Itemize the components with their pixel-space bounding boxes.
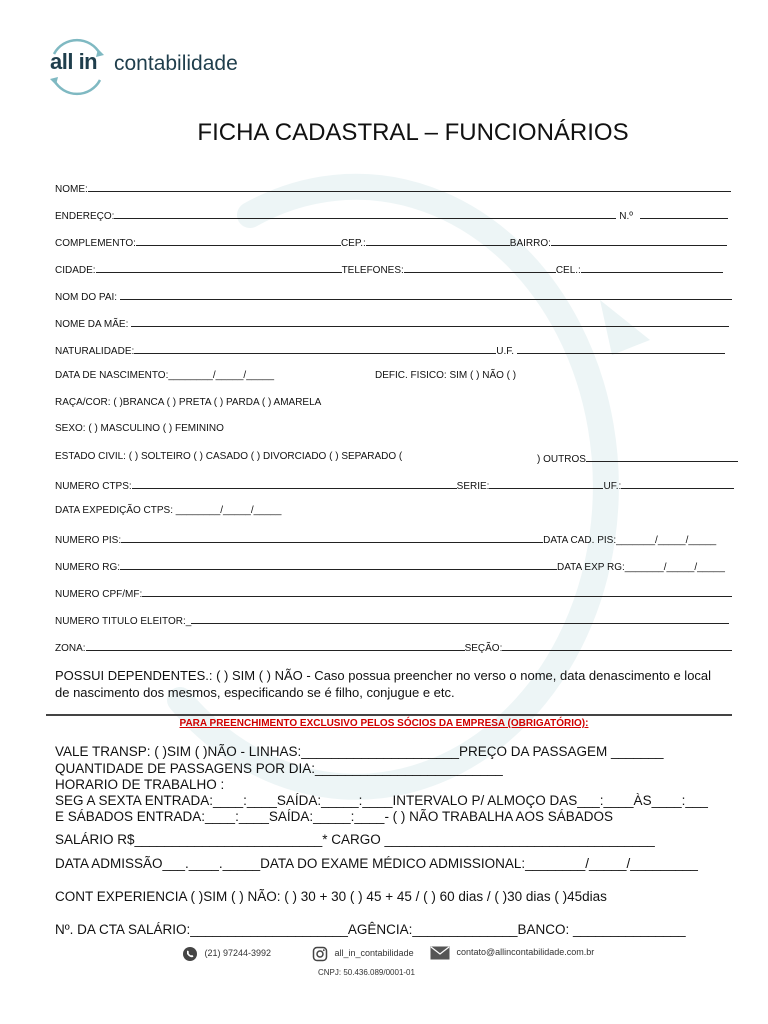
row-sexo (55, 423, 224, 435)
row-complemento (55, 235, 727, 250)
label-nascimento[interactable]: DATA DE NASCIMENTO:________/_____/_____ (55, 370, 275, 381)
row-ctps (55, 478, 734, 493)
row-endereco (55, 208, 728, 223)
field-endereco[interactable] (114, 208, 616, 219)
label-pai: NOM DO PAI: (55, 292, 118, 303)
row-experiencia[interactable]: CONT EXPERIENCIA ( )SIM ( ) NÃO: ( ) 30 + 30 ( ) 45 + 45 / ( ) 60 dias / ( )30 dias ( )45dias (55, 889, 607, 904)
label-estado-civil[interactable]: ESTADO CIVIL: ( ) SOLTEIRO ( ) CASADO ( ) DIVORCIADO ( ) SEPARADO ( (55, 451, 403, 462)
row-horario-trabalho: HORARIO DE TRABALHO : (55, 777, 225, 792)
row-naturalidade (55, 343, 725, 358)
footer-phone (182, 946, 271, 964)
label-rg: NUMERO RG: (55, 562, 120, 573)
row-titulo (55, 613, 729, 628)
label-raca[interactable]: RAÇA/COR: ( )BRANCA ( ) PRETA ( ) PARDA ( ) AMARELA (55, 397, 322, 408)
field-ctps[interactable] (132, 478, 457, 489)
field-cel[interactable] (581, 262, 723, 273)
label-ctps: NUMERO CTPS: (55, 481, 132, 492)
company-logo (46, 36, 276, 94)
field-uf2[interactable] (621, 478, 734, 489)
field-outros[interactable] (586, 451, 738, 462)
label-numero: N.º (619, 211, 633, 222)
field-rg[interactable] (120, 559, 557, 570)
label-exp-rg[interactable]: DATA EXP RG:_______/_____/_____ (557, 562, 725, 573)
label-cel: CEL.: (555, 265, 581, 276)
row-outros (537, 451, 738, 466)
field-bairro[interactable] (551, 235, 727, 246)
instagram-icon (312, 946, 328, 962)
label-zona: ZONA: (55, 643, 86, 654)
section-divider (46, 714, 732, 716)
footer-email (430, 946, 594, 964)
footer-instagram (312, 946, 414, 964)
field-secao[interactable] (502, 640, 732, 651)
row-vale-transp[interactable]: VALE TRANSP: ( )SIM ( )NÃO - LINHAS:_____________________PREÇO DA PASSAGEM _______ (55, 744, 664, 759)
row-pai (55, 289, 732, 304)
label-uf: U.F. (496, 346, 515, 357)
row-zona (55, 640, 732, 655)
row-deficiente (375, 370, 516, 382)
label-sexo[interactable]: SEXO: ( ) MASCULINO ( ) FEMININO (55, 423, 224, 434)
row-mae (55, 316, 729, 331)
row-seg-sexta[interactable]: SEG A SEXTA ENTRADA:____:____SAÍDA:_____:____INTERVALO P/ ALMOÇO DAS___:____ÀS____:___ (55, 793, 708, 808)
field-telefones[interactable] (404, 262, 556, 273)
field-nome[interactable] (88, 181, 731, 192)
whatsapp-icon (182, 946, 198, 962)
label-cpf: NUMERO CPF/MF: (55, 589, 143, 600)
label-mae: NOME DA MÃE: (55, 319, 129, 330)
label-complemento: COMPLEMENTO: (55, 238, 136, 249)
field-pis[interactable] (121, 532, 543, 543)
dependentes-text (55, 667, 715, 701)
row-expedicao-ctps (55, 505, 281, 517)
footer-instagram-text: all_in_contabilidade (334, 948, 414, 959)
email-icon (430, 946, 450, 960)
row-estado-civil (55, 451, 402, 463)
socios-heading: PARA PREENCHIMENTO EXCLUSIVO PELOS SÓCIOS DA EMPRESA (OBRIGATÓRIO): (179, 718, 589, 729)
label-naturalidade: NATURALIDADE: (55, 346, 135, 357)
row-nascimento (55, 370, 274, 382)
label-cidade: CIDADE: (55, 265, 96, 276)
row-cidade (55, 262, 723, 277)
dependentes-label: POSSUI DEPENDENTES.: ( ) SIM ( ) NÃO - Caso possua preencher no verso o nome, data denascimento e local de nascimento dos mesmos, especificando se é filho, conjugue e etc. (55, 668, 712, 700)
field-titulo[interactable] (191, 613, 729, 624)
field-cidade[interactable] (96, 262, 342, 273)
footer-email-text[interactable]: contato@allincontabilidade.com.br (456, 947, 595, 958)
label-bairro: BAIRRO: (509, 238, 551, 249)
row-rg (55, 559, 725, 574)
field-numero[interactable] (640, 208, 728, 219)
label-nome: NOME: (55, 184, 88, 195)
label-pis: NUMERO PIS: (55, 535, 122, 546)
field-serie[interactable] (489, 478, 603, 489)
footer-phone-text: (21) 97244-3992 (204, 948, 272, 959)
label-endereco: ENDEREÇO: (55, 211, 115, 222)
field-cep[interactable] (366, 235, 510, 246)
label-uf2: UF.: (603, 481, 622, 492)
label-serie: SERIE: (456, 481, 490, 492)
field-cpf[interactable] (142, 586, 732, 597)
label-cep: CEP.: (340, 238, 366, 249)
field-uf[interactable] (517, 343, 725, 354)
row-admissao[interactable]: DATA ADMISSÃO___.____._____DATA DO EXAME MÉDICO ADMISSIONAL:________/_____/_________ (55, 856, 698, 871)
label-deficiente[interactable]: DEFIC. FISICO: SIM ( ) NÃO ( ) (375, 370, 517, 381)
field-zona[interactable] (86, 640, 465, 651)
row-nome (55, 181, 731, 196)
field-naturalidade[interactable] (134, 343, 496, 354)
label-cad-pis[interactable]: DATA CAD. PIS:_______/_____/_____ (543, 535, 717, 546)
label-expedicao-ctps[interactable]: DATA EXPEDIÇÃO CTPS: ________/_____/_____ (55, 505, 282, 516)
field-complemento[interactable] (136, 235, 341, 246)
logo-brand: all in (50, 49, 98, 74)
row-cpf (55, 586, 732, 601)
row-pis (55, 532, 716, 547)
label-outros: ) OUTROS (537, 454, 586, 465)
row-raca (55, 397, 321, 409)
field-mae[interactable] (131, 316, 729, 327)
page-title: FICHA CADASTRAL – FUNCIONÁRIOS (197, 119, 629, 146)
field-pai[interactable] (120, 289, 732, 300)
label-telefones: TELEFONES: (341, 265, 404, 276)
row-salario[interactable]: SALÁRIO R$_________________________* CARGO ____________________________________ (55, 832, 655, 847)
logo-suffix: contabilidade (114, 52, 238, 75)
row-conta-salario[interactable]: Nº. DA CTA SALÁRIO:_____________________AGÊNCIA:______________BANCO: _______________ (55, 922, 686, 937)
row-sabados[interactable]: E SÁBADOS ENTRADA:____:____SAÍDA:_____:____- ( ) NÃO TRABALHA AOS SÁBADOS (55, 809, 614, 824)
label-titulo: NUMERO TITULO ELEITOR:_ (55, 616, 192, 627)
footer-cnpj: CNPJ: 50.436.089/0001-01 (318, 968, 415, 977)
row-quantidade-passagens[interactable]: QUANTIDADE DE PASSAGENS POR DIA:_________________________ (55, 761, 503, 776)
label-secao: SEÇÃO: (464, 643, 503, 654)
